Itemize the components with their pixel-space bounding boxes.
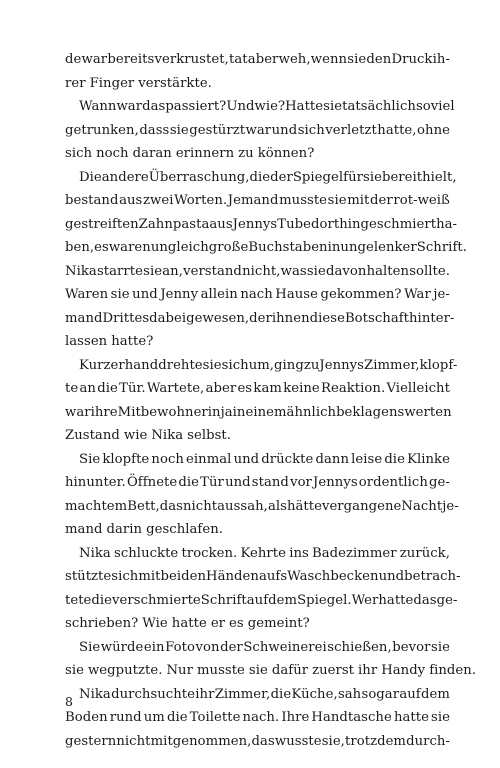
word: und	[132, 287, 158, 302]
word: einmal	[186, 451, 232, 467]
word: ge-	[429, 475, 450, 490]
word: schrieben?	[65, 616, 139, 631]
word: das	[142, 99, 166, 114]
word: die	[178, 475, 200, 490]
word: aus	[209, 216, 233, 232]
word: bevor	[392, 639, 431, 655]
word: auf	[246, 592, 269, 608]
word: stützte	[65, 569, 112, 584]
text-line	[65, 401, 450, 425]
word: klopfte	[102, 451, 150, 467]
text-line	[65, 377, 450, 401]
word: verstärkte.	[138, 75, 212, 91]
word: sie	[327, 193, 347, 208]
word: Klinke	[407, 451, 450, 467]
word: Kurzerhand	[79, 357, 159, 373]
word: um	[143, 710, 165, 725]
word: noch	[151, 451, 184, 467]
text-line	[65, 542, 450, 566]
word: sie	[347, 52, 367, 67]
text-line	[65, 448, 450, 472]
word: sie	[248, 663, 268, 678]
word: Nacht	[401, 498, 443, 514]
word: halten	[366, 263, 410, 279]
word: Nika	[79, 686, 111, 702]
word: Zimmer,	[364, 357, 420, 373]
text-line	[65, 636, 450, 660]
word: sie	[431, 639, 450, 655]
word: auf	[399, 686, 421, 702]
word: können?	[257, 146, 315, 161]
text-line	[65, 189, 450, 213]
word: sich	[221, 357, 249, 373]
word: sie	[306, 263, 326, 279]
word: zurück,	[399, 545, 450, 561]
word: die	[166, 710, 188, 725]
word: nicht	[116, 733, 151, 749]
word: Öffnete	[126, 475, 178, 490]
word: aussah,	[217, 498, 268, 514]
text-line	[65, 706, 450, 730]
word: Handtasche	[311, 710, 392, 725]
word: Sie	[79, 639, 101, 655]
word: vergangene	[321, 498, 402, 514]
word: Und	[226, 99, 255, 114]
word: wie	[123, 428, 148, 443]
word: dafür	[271, 663, 309, 678]
word: waren	[108, 240, 151, 255]
word: Wer	[351, 592, 379, 608]
word: dann	[315, 451, 349, 467]
word: ging	[274, 357, 304, 373]
word: gemeint?	[247, 616, 310, 631]
text-line	[65, 518, 450, 542]
word: war	[81, 52, 108, 67]
word: Waschbecken	[287, 569, 379, 584]
word: mit	[347, 193, 370, 208]
word: Zahnpasta	[138, 216, 210, 232]
word: bereithielt,	[381, 169, 457, 185]
word: es	[229, 616, 244, 631]
word: musste	[196, 663, 245, 678]
word: Botschaft	[344, 310, 410, 326]
word: hatte	[171, 616, 207, 631]
word: tatsächlich	[342, 99, 416, 114]
word: aber	[205, 381, 237, 396]
word: finden.	[429, 663, 477, 678]
body-text	[65, 48, 477, 753]
word: mand	[65, 310, 103, 326]
word: dem	[268, 592, 298, 608]
word: Jennys	[319, 357, 364, 373]
word: allein	[200, 287, 238, 302]
word: der	[370, 193, 393, 208]
word: mitgenommen,	[150, 733, 252, 749]
word: ihnen	[271, 310, 310, 326]
word: weh,	[278, 52, 311, 67]
text-line	[65, 307, 455, 331]
word: durchsuchte	[111, 686, 195, 702]
word: Zustand	[65, 428, 120, 443]
word: sich	[297, 122, 325, 138]
word: tat	[228, 52, 248, 67]
word: als	[267, 498, 287, 514]
word: das	[159, 498, 183, 514]
word: die	[270, 686, 292, 702]
word: rund	[109, 710, 142, 725]
word: trotzdem	[345, 733, 406, 749]
word: Schweinerei	[243, 639, 327, 655]
word: war	[116, 99, 143, 114]
word: kam	[253, 381, 282, 396]
word: selbst.	[187, 428, 231, 443]
word: Tür.	[119, 381, 146, 396]
word: der	[270, 169, 293, 185]
word: ihr	[358, 663, 378, 678]
word: und	[225, 475, 251, 490]
word: hatte?	[111, 334, 154, 349]
word: sie	[65, 663, 84, 678]
word: sie,	[321, 733, 345, 749]
word: dem	[421, 686, 450, 702]
word: ein	[143, 639, 165, 655]
word: die	[91, 592, 113, 608]
word: sie	[143, 263, 163, 279]
word: nach.	[242, 710, 280, 725]
word: er	[210, 616, 226, 631]
word: Drittes	[102, 310, 150, 326]
word: Kehrte	[240, 545, 286, 561]
word: Überraschung,	[148, 169, 250, 185]
word: der	[220, 639, 243, 655]
word: klopf-	[419, 357, 458, 373]
word: die	[384, 451, 405, 467]
word: und	[378, 569, 405, 584]
word: der	[249, 310, 272, 326]
word: War	[404, 287, 431, 302]
word: Bett,	[127, 498, 160, 514]
word: Druck	[391, 52, 433, 67]
word: starrte	[96, 263, 143, 279]
word: lassen	[65, 334, 108, 349]
word: Wartete,	[146, 381, 205, 396]
word: an	[79, 381, 96, 396]
word: dort	[311, 216, 340, 232]
word: Finger	[89, 75, 135, 91]
word: Wann	[79, 99, 117, 114]
word: beiden	[160, 569, 207, 584]
word: rer	[65, 75, 86, 91]
word: darin	[106, 522, 143, 537]
word: Schrift.	[416, 240, 467, 255]
word: zu	[303, 357, 320, 373]
word: die	[97, 381, 118, 396]
word: beklagenswerten	[336, 404, 452, 420]
text-line	[65, 260, 450, 284]
text-line	[65, 119, 450, 143]
text-line	[65, 166, 457, 190]
word: Boden	[65, 710, 108, 725]
word: Nika	[151, 428, 184, 443]
word: zu	[238, 146, 254, 161]
word: keine	[283, 381, 320, 396]
word: ungelenker	[340, 240, 417, 255]
text-line	[65, 142, 450, 166]
word: schießen,	[327, 639, 392, 655]
word: ihr	[195, 686, 215, 702]
word: Spiegel.	[297, 592, 352, 608]
word: gewesen,	[186, 310, 250, 326]
word: andere	[101, 169, 149, 185]
word: um,	[248, 357, 275, 373]
word: bestand	[65, 193, 119, 208]
word: war	[65, 404, 91, 420]
text-line	[65, 730, 450, 754]
word: dabei	[149, 310, 187, 326]
word: Jenny	[160, 287, 199, 302]
word: dass	[139, 122, 170, 138]
word: Waren	[65, 287, 109, 302]
text-line	[65, 283, 450, 307]
word: ähnlich	[286, 404, 337, 420]
word: wegputzte.	[87, 663, 163, 678]
word: musste	[279, 193, 328, 208]
text-line	[65, 471, 450, 495]
word: Foto	[165, 639, 195, 655]
word: geschlafen.	[146, 522, 223, 537]
word: Jennys	[313, 475, 358, 490]
word: sogar	[361, 686, 400, 702]
word: stand	[251, 475, 289, 490]
word: für	[343, 169, 363, 185]
word: drückte	[261, 451, 314, 467]
word: Nika	[65, 263, 97, 279]
word: hätte	[286, 498, 322, 514]
word: machtem	[65, 498, 128, 514]
word: getrunken,	[65, 122, 139, 138]
word: viel	[430, 99, 455, 114]
word: in	[232, 404, 246, 420]
word: hinunter.	[65, 475, 126, 490]
word: verschmierte	[112, 592, 201, 608]
word: Jemand	[227, 193, 279, 208]
word: Badezimmer	[312, 545, 397, 561]
word: aber	[247, 52, 279, 67]
word: diese	[309, 310, 345, 326]
word: Worten.	[174, 193, 228, 208]
word: das	[413, 592, 437, 608]
word: noch	[96, 146, 129, 161]
word: Tür	[200, 475, 224, 490]
text-line	[65, 683, 450, 707]
word: ge-	[436, 592, 458, 608]
text-line	[65, 589, 458, 613]
word: Buchstaben	[248, 240, 328, 255]
word: Spiegel	[292, 169, 344, 185]
text-line	[65, 565, 461, 589]
word: so	[415, 99, 431, 114]
word: würde	[100, 639, 144, 655]
text-line	[65, 330, 450, 354]
word: was	[280, 263, 307, 279]
word: sie	[110, 287, 130, 302]
word: zwei	[143, 193, 174, 208]
word: leise	[351, 451, 383, 467]
word: sie	[202, 357, 222, 373]
word: und	[233, 451, 260, 467]
text-line	[65, 213, 458, 237]
word: wusste	[274, 733, 322, 749]
word: Die	[79, 169, 102, 185]
word: und	[271, 122, 298, 138]
word: hatte,	[377, 122, 417, 138]
word: trocken.	[181, 545, 238, 561]
text-line	[65, 424, 450, 448]
word: verkrustet,	[154, 52, 229, 67]
word: Handy	[381, 663, 426, 678]
word: Reaktion.	[321, 381, 386, 396]
word: sie	[169, 122, 189, 138]
word: betrach-	[404, 569, 461, 584]
word: ben,	[65, 240, 95, 255]
word: ihre	[90, 404, 118, 420]
word: die	[249, 169, 271, 185]
page-number: 8	[65, 694, 73, 709]
word: nach	[240, 287, 273, 302]
word: wie?	[254, 99, 286, 114]
word: an,	[162, 263, 183, 279]
word: gekommen?	[320, 287, 402, 302]
word: gestern	[65, 733, 117, 749]
word: nicht	[183, 498, 218, 514]
word: aus	[119, 193, 143, 208]
word: erinnern	[175, 146, 235, 161]
word: Mitbewohnerin	[117, 404, 221, 420]
word: es	[94, 240, 109, 255]
word: sah	[337, 686, 362, 702]
word: nicht,	[242, 263, 281, 279]
word: aufs	[258, 569, 288, 584]
text-line	[65, 659, 477, 683]
word: Küche,	[291, 686, 338, 702]
word: gestreiften	[65, 216, 139, 232]
word: Ihre	[281, 710, 310, 725]
word: einem	[245, 404, 287, 420]
word: vor	[290, 475, 312, 490]
word: hingeschmiert	[339, 216, 437, 232]
word: Wie	[142, 616, 168, 631]
word: verstand	[183, 263, 242, 279]
word: davon	[325, 263, 367, 279]
word: Nur	[166, 663, 193, 678]
word: Sie	[79, 451, 101, 467]
word: sie	[363, 169, 382, 185]
word: ih-	[432, 52, 450, 67]
word: de	[65, 52, 82, 67]
word: rot-weiß	[393, 193, 450, 208]
word: ha-	[436, 216, 458, 232]
word: daran	[132, 146, 172, 161]
word: Nika	[79, 545, 111, 561]
text-line	[65, 95, 455, 119]
word: Tube	[277, 216, 312, 232]
word: hinter-	[409, 310, 455, 326]
word: je-	[442, 498, 459, 514]
word: verletzt	[325, 122, 377, 138]
word: Vielleicht	[386, 381, 450, 396]
word: das	[251, 733, 275, 749]
word: große	[208, 240, 249, 255]
word: je-	[433, 287, 450, 302]
word: Hause	[275, 287, 318, 302]
word: Hatte	[285, 99, 324, 114]
word: Schrift	[200, 592, 247, 608]
word: hatte	[393, 710, 429, 725]
word: bereits	[107, 52, 155, 67]
word: ohne	[417, 122, 450, 138]
word: mit	[138, 569, 161, 584]
word: te	[65, 381, 79, 396]
word: sollte.	[409, 263, 450, 279]
text-line	[65, 354, 458, 378]
word: ungleich	[150, 240, 209, 255]
word: zuerst	[312, 663, 355, 678]
text-line	[65, 236, 467, 260]
text-line	[65, 72, 450, 96]
word: den	[366, 52, 392, 67]
word: ins	[289, 545, 309, 561]
word: Zimmer,	[214, 686, 271, 702]
text-line	[65, 495, 459, 519]
text-line	[65, 612, 450, 636]
word: passiert?	[165, 99, 227, 114]
text-line	[65, 48, 450, 72]
word: drehte	[158, 357, 203, 373]
word: ordentlich	[358, 475, 428, 490]
word: hatte	[378, 592, 414, 608]
word: sich	[65, 146, 93, 161]
word: in	[327, 240, 341, 255]
word: wenn	[310, 52, 348, 67]
word: schluckte	[114, 545, 179, 561]
word: mand	[65, 522, 103, 537]
word: es	[237, 381, 253, 396]
word: sie	[431, 710, 450, 725]
word: Toilette	[189, 710, 241, 725]
word: durch-	[406, 733, 450, 749]
word: von	[195, 639, 220, 655]
word: tete	[65, 592, 92, 608]
word: sie	[323, 99, 343, 114]
word: Händen	[206, 569, 259, 584]
word: war	[245, 122, 272, 138]
word: ja	[220, 404, 233, 420]
word: sich	[111, 569, 139, 584]
word: gestürzt	[189, 122, 246, 138]
word: Jennys	[232, 216, 278, 232]
